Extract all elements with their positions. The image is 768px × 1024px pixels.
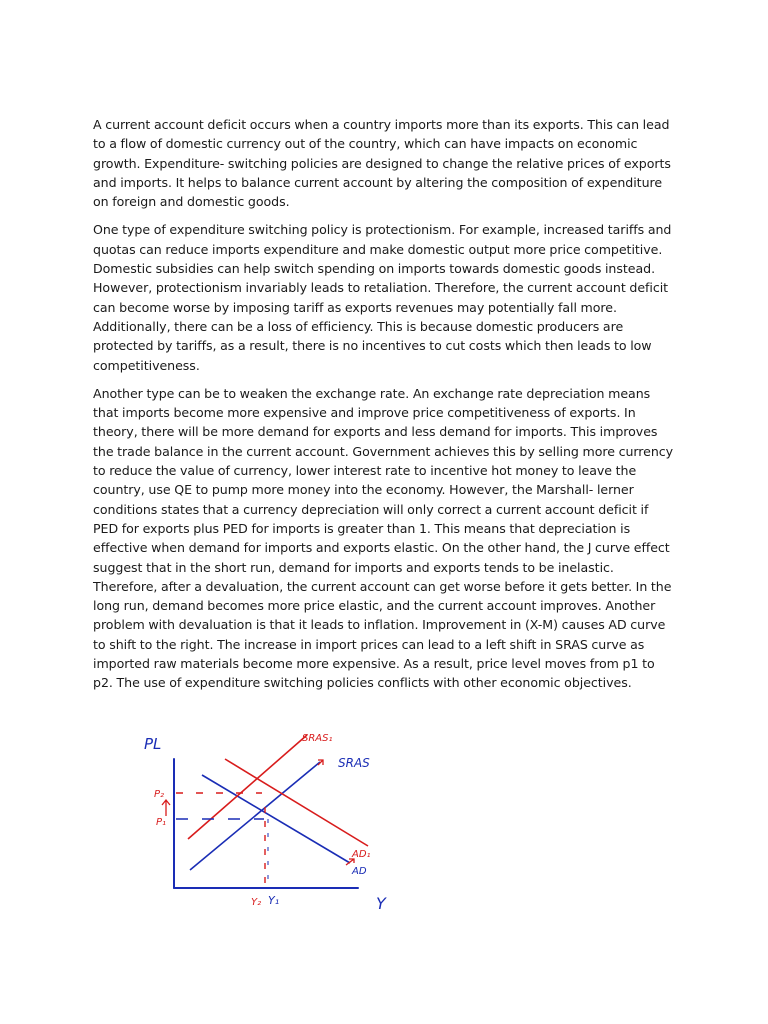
sras-curve: [190, 762, 320, 870]
ad1-curve: [225, 759, 368, 846]
sras-label: SRAS: [338, 756, 370, 770]
p1-label: P₁: [156, 817, 167, 828]
ad1-label: AD₁: [352, 849, 371, 860]
sras1-label: SRAS₁: [302, 733, 333, 744]
essay-body: [93, 115, 677, 702]
paragraph-1: A current account deficit occurs when a country imports more than its exports. This can lead to a flow of domestic currency out of the country, which can have impacts on economic growth. Expenditure- switching policies are designed to change the relative prices of exports and imports. It helps to balance current account by altering the composition of expenditure on foreign and domestic goods.: [93, 117, 671, 210]
y2-label: Y₂: [251, 897, 262, 908]
ad-sras-diagram-svg: [110, 715, 440, 920]
ad-curve: [202, 775, 350, 863]
paragraph-2: One type of expenditure switching policy is protectionism. For example, increased tariffs and quotas can reduce imports expenditure and make domestic output more price competitive. Domestic subsidies can help switch spending on imports towards domestic goods instead. However, protectionism invariably leads to retaliation. Therefore, the current account deficit can become worse by imposing tariff as exports revenues may potentially fall more. Additionally, there can be a loss of efficiency. This is because domestic producers are protected by tariffs, as a result, there is no incentives to cut costs which then leads to low competitiveness.: [93, 222, 672, 373]
p2-label: P₂: [154, 789, 165, 800]
ad-label: AD: [352, 866, 367, 877]
ad-sras-diagram: [110, 715, 440, 920]
price-rise-arrow: [162, 800, 170, 816]
x-axis-label: Y: [376, 894, 386, 913]
y-axis-label: PL: [144, 735, 162, 753]
y1-label: Y₁: [268, 894, 280, 907]
paragraph-3: Another type can be to weaken the exchange rate. An exchange rate depreciation means that imports become more expensive and improve price competitiveness of exports. In theory, there will be more demand for exports and less demand for imports. This improves the trade balance in the current account. Government achieves this by selling more currency to reduce the value of currency, lower interest rate to incentive hot money to leave the country, use QE to pump more money into the economy. However, the Marshall- lerner conditions states that a currency depreciation will only correct a current account deficit if PED for exports plus PED for imports is greater than 1. This means that depreciation is effective when demand for imports and exports elastic. On the other hand, the J curve effect suggest that in the short run, demand for imports and exports tends to be inelastic. Therefore, after a devaluation, the current account can get worse before it gets better. In the long run, demand becomes more price elastic, and the current account improves. Another problem with devaluation is that it leads to inflation. Improvement in (X-M) causes AD curve to shift to the right. The increase in import prices can lead to a left shift in SRAS curve as imported raw materials become more expensive. As a result, price level moves from p1 to p2. The use of expenditure switching policies conflicts with other economic objectives.: [93, 385, 674, 691]
